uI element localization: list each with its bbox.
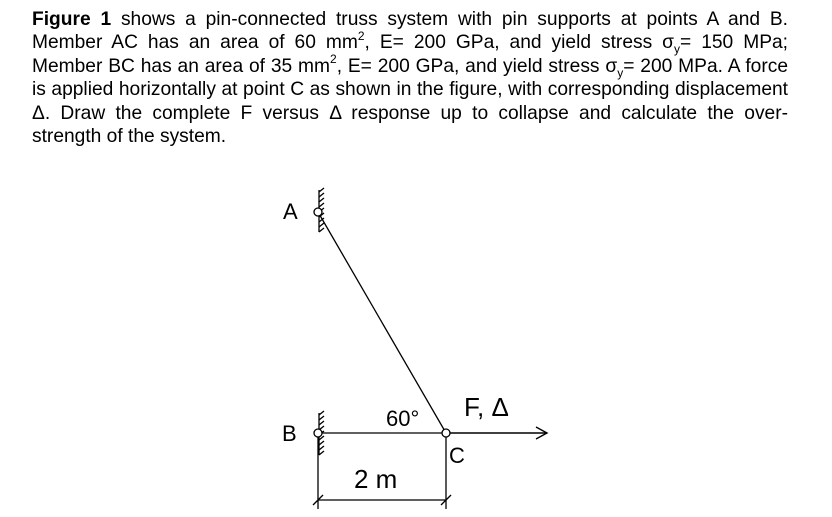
squared-superscript: 2	[330, 52, 337, 67]
pin-c	[442, 429, 450, 437]
yield-subscript: y	[617, 65, 624, 80]
pin-b	[314, 429, 322, 437]
pin-a	[314, 208, 322, 216]
problem-text-bc-props: , E= 200 GPa, and yield stress σ	[336, 55, 618, 77]
angle-label: 60°	[386, 406, 420, 431]
member-ac	[318, 212, 446, 433]
problem-text-task: = 200 MPa. A force is applied horizontally at point C as shown in the figure, with corresponding displacement Δ. Draw the complete F versus Δ response up to collapse and calculate the over-strength of the system.	[32, 55, 788, 148]
figure-reference: Figure 1	[32, 9, 112, 30]
yield-subscript: y	[674, 42, 681, 57]
problem-text-intro: shows a pin-connected truss system with pin supports at points A and B. Member AC has an area of 60 mm	[32, 9, 788, 54]
length-label: 2 m	[354, 464, 398, 494]
problem-text-ac-props: , E= 200 GPa, and yield stress σ	[364, 32, 675, 54]
force-label: F, Δ	[464, 392, 509, 422]
problem-text-bc-area: = 150 MPa; Member BC has an area of 35 mm	[32, 32, 788, 77]
label-b: B	[282, 421, 297, 446]
squared-superscript: 2	[357, 29, 365, 44]
label-c: C	[449, 443, 465, 468]
label-a: A	[283, 199, 298, 224]
